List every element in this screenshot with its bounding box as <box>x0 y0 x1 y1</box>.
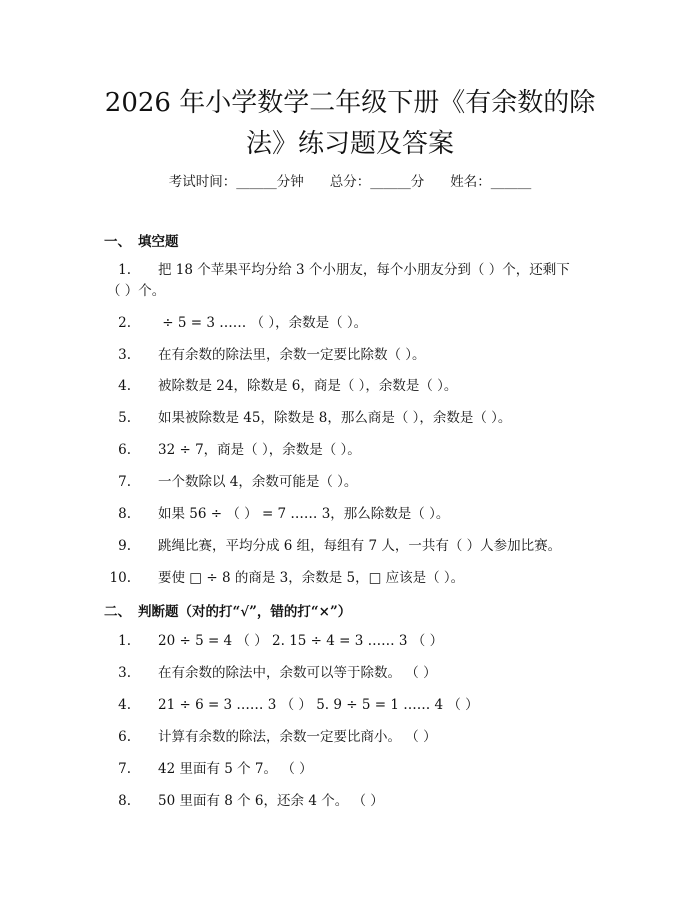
title-line-2: 法》练习题及答案 <box>245 129 454 159</box>
question-text: 如果被除数是 45，除数是 8，那么商是（ ），余数是（ ）。 <box>158 410 512 426</box>
question-text: 21 ÷ 6 = 3 …… 3 （ ） 5. 9 ÷ 5 = 1 …… 4 （ ） <box>158 697 479 713</box>
section-number: 一、 <box>104 234 131 250</box>
question-text: 42 里面有 5 个 7。 （ ） <box>158 761 313 777</box>
question-item <box>107 440 587 461</box>
question-item <box>107 791 587 812</box>
question-text: 把 18 个苹果平均分给 3 个小朋友，每个小朋友分到（ ）个，还剩下（ ）个。 <box>107 262 570 299</box>
question-item <box>107 759 587 780</box>
total-score: 总分：______分 <box>329 174 425 190</box>
section-number: 二、 <box>104 604 131 620</box>
question-text: 在有余数的除法中，余数可以等于除数。 （ ） <box>158 665 437 681</box>
question-item <box>107 568 587 589</box>
exam-meta <box>0 170 700 190</box>
question-text: 如果 56 ÷ （ ） = 7 …… 3，那么除数是（ ）。 <box>158 506 450 522</box>
question-text: ÷ 5 = 3 …… （ ），余数是（ ）。 <box>158 315 368 331</box>
section-title: 判断题（对的打“√”，错的打“×”） <box>138 604 352 620</box>
question-number: 1. <box>118 262 131 278</box>
question-number: 6. <box>118 729 131 745</box>
title-line-1: 2026 年小学数学二年级下册《有余数的除 <box>104 88 596 118</box>
question-text: 32 ÷ 7，商是（ ），余数是（ ）。 <box>158 442 361 458</box>
question-number: 7. <box>118 474 131 490</box>
question-item <box>107 313 587 334</box>
question-item <box>107 260 577 302</box>
question-number: 5. <box>118 410 131 426</box>
question-item <box>107 408 587 429</box>
exam-time: 考试时间：______分钟 <box>168 174 304 190</box>
question-number: 4. <box>118 378 131 394</box>
question-item <box>107 376 587 397</box>
question-item <box>107 345 587 366</box>
question-number: 10. <box>109 570 131 586</box>
question-number: 4. <box>118 697 131 713</box>
student-name: 姓名：______ <box>450 174 532 190</box>
question-number: 6. <box>118 442 131 458</box>
question-text: 计算有余数的除法，余数一定要比商小。 （ ） <box>158 729 437 745</box>
question-text: 一个数除以 4，余数可能是（ ）。 <box>158 474 358 490</box>
question-number: 3. <box>118 665 131 681</box>
question-number: 1. <box>118 633 131 649</box>
page-title <box>90 83 610 165</box>
question-number: 7. <box>118 761 131 777</box>
question-number: 2. <box>118 315 131 331</box>
question-item <box>107 695 587 716</box>
question-text: 在有余数的除法里，余数一定要比除数（ ）。 <box>158 347 426 363</box>
question-item <box>107 727 587 748</box>
section-heading-true-false <box>104 600 351 620</box>
question-text: 跳绳比赛，平均分成 6 组，每组有 7 人，一共有（ ）人参加比赛。 <box>158 538 562 554</box>
question-number: 8. <box>118 506 131 522</box>
question-text: 被除数是 24，除数是 6，商是（ ），余数是（ ）。 <box>158 378 458 394</box>
question-number: 3. <box>118 347 131 363</box>
section-title: 填空题 <box>138 234 179 250</box>
question-item <box>107 472 587 493</box>
question-text: 要使 □ ÷ 8 的商是 3，余数是 5，□ 应该是（ ）。 <box>158 570 465 586</box>
question-item <box>107 504 587 525</box>
question-number: 8. <box>118 793 131 809</box>
section-heading-fill-in <box>104 230 179 250</box>
question-item <box>107 663 587 684</box>
question-item <box>107 631 587 652</box>
question-text: 20 ÷ 5 = 4 （ ） 2. 15 ÷ 4 = 3 …… 3 （ ） <box>158 633 444 649</box>
question-text: 50 里面有 8 个 6，还余 4 个。 （ ） <box>158 793 384 809</box>
question-number: 9. <box>118 538 131 554</box>
question-item <box>107 536 587 557</box>
